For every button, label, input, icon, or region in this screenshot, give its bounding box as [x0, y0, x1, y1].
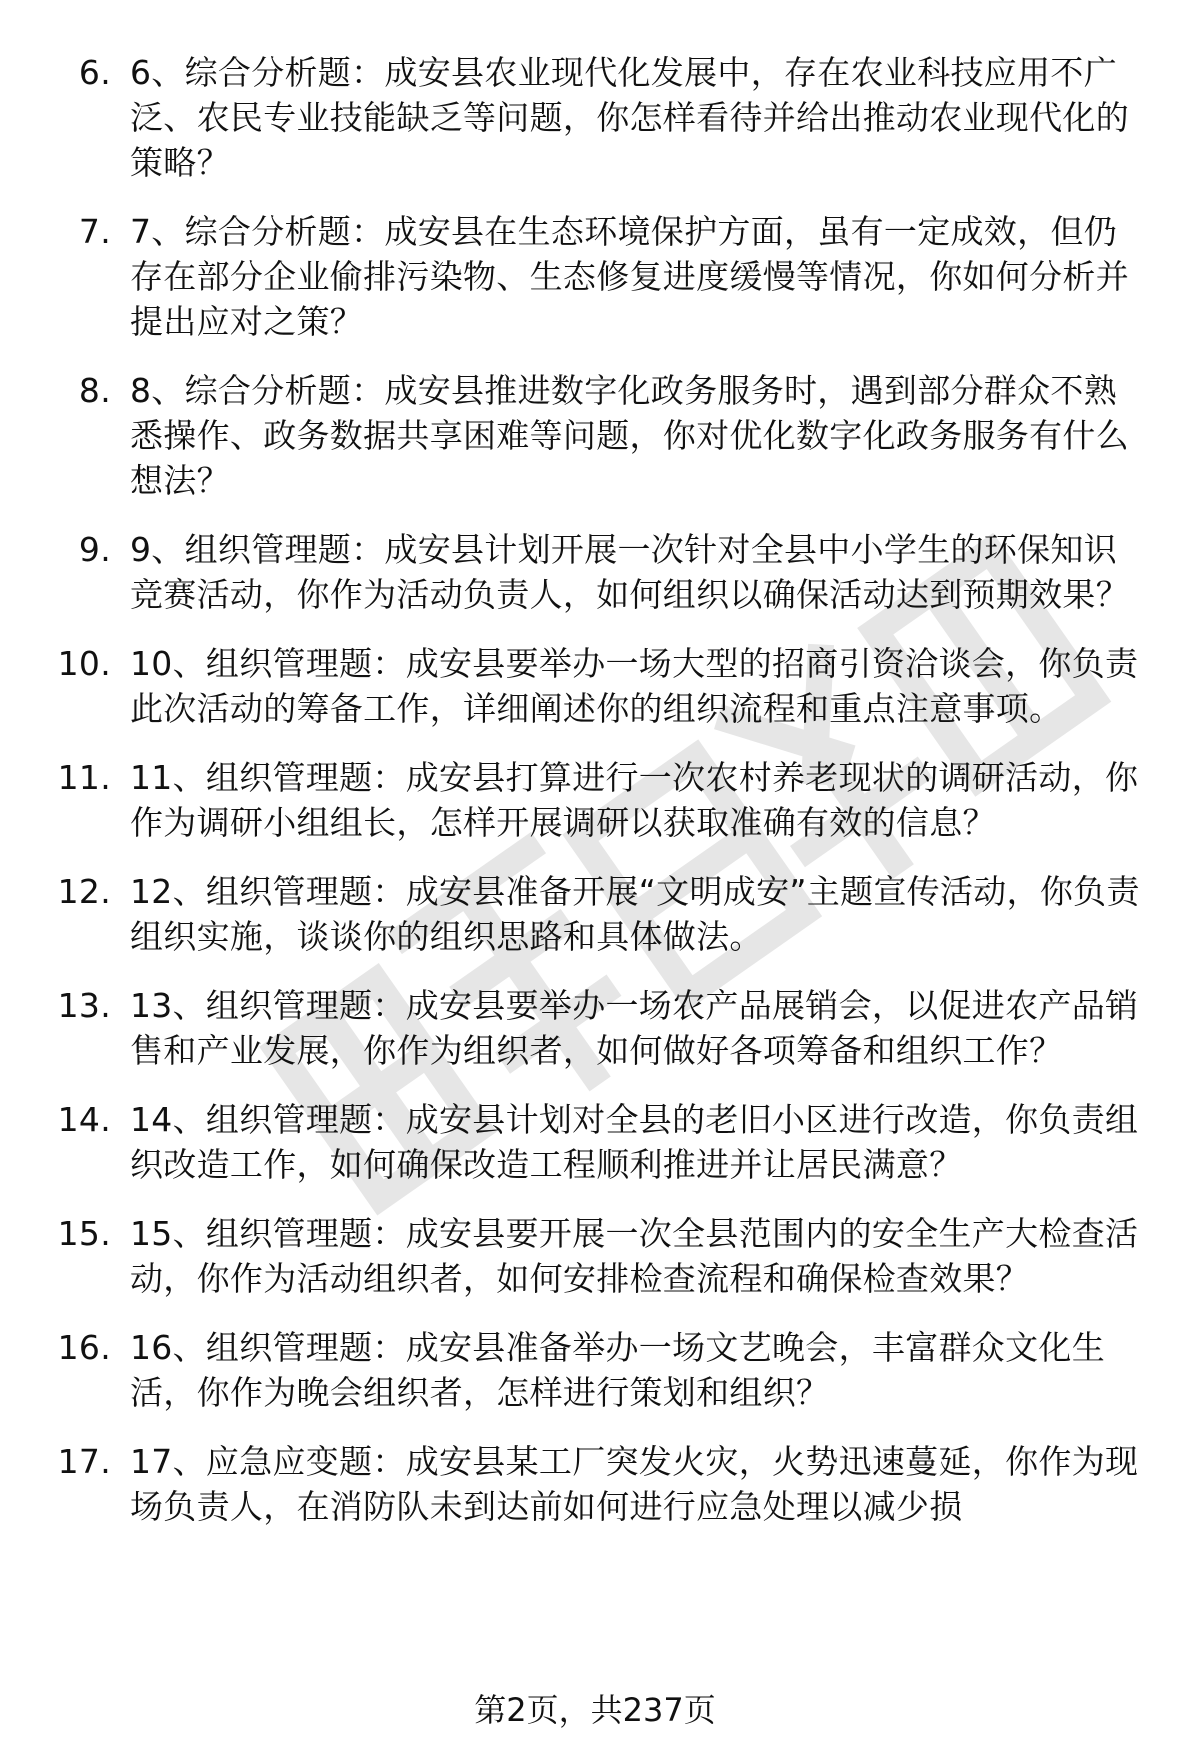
- question-item: [0, 50, 1190, 185]
- question-number: 6.: [78, 53, 111, 92]
- question-number: 12.: [57, 872, 111, 911]
- question-item: [0, 209, 1190, 344]
- question-text: 10、组织管理题：成安县要举办一场大型的招商引资洽谈会，你负责此次活动的筹备工作，详细阐述你的组织流程和重点注意事项。: [130, 644, 1139, 728]
- question-item: [0, 1325, 1190, 1415]
- question-item: [0, 527, 1190, 617]
- question-item: [0, 983, 1190, 1073]
- question-text: 16、组织管理题：成安县准备举办一场文艺晚会，丰富群众文化生活，你作为晚会组织者，怎样进行策划和组织？: [130, 1328, 1105, 1412]
- question-number: 17.: [57, 1442, 111, 1481]
- question-text: 6、综合分析题：成安县农业现代化发展中，存在农业科技应用不广泛、农民专业技能缺乏等问题，你怎样看待并给出推动农业现代化的策略？: [130, 53, 1129, 182]
- question-number: 14.: [57, 1100, 111, 1139]
- question-item: [0, 368, 1190, 503]
- question-text: 9、组织管理题：成安县计划开展一次针对全县中小学生的环保知识竞赛活动，你作为活动负责人，如何组织以确保活动达到预期效果？: [130, 530, 1129, 614]
- question-text: 15、组织管理题：成安县要开展一次全县范围内的安全生产大检查活动，你作为活动组织者，如何安排检查流程和确保检查效果？: [130, 1214, 1139, 1298]
- question-item: [0, 641, 1190, 731]
- question-item: [0, 1211, 1190, 1301]
- question-text: 11、组织管理题：成安县打算进行一次农村养老现状的调研活动，你作为调研小组组长，怎样开展调研以获取准确有效的信息？: [130, 758, 1139, 842]
- question-number: 16.: [57, 1328, 111, 1367]
- question-number: 7.: [78, 212, 111, 251]
- question-text: 7、综合分析题：成安县在生态环境保护方面，虽有一定成效，但仍存在部分企业偷排污染物、生态修复进度缓慢等情况，你如何分析并提出应对之策？: [130, 212, 1129, 341]
- question-number: 8.: [78, 371, 111, 410]
- question-number: 9.: [78, 530, 111, 569]
- question-item: [0, 1439, 1190, 1529]
- question-number: 10.: [57, 644, 111, 683]
- question-number: 15.: [57, 1214, 111, 1253]
- question-text: 8、综合分析题：成安县推进数字化政务服务时，遇到部分群众不熟悉操作、政务数据共享困难等问题，你对优化数字化政务服务有什么想法？: [130, 371, 1129, 500]
- question-text: 14、组织管理题：成安县计划对全县的老旧小区进行改造，你负责组织改造工作，如何确保改造工程顺利推进并让居民满意？: [130, 1100, 1139, 1184]
- question-item: [0, 755, 1190, 845]
- question-item: [0, 1097, 1190, 1187]
- question-item: [0, 869, 1190, 959]
- question-text: 12、组织管理题：成安县准备开展“文明成安”主题宣传活动，你负责组织实施，谈谈你的组织思路和具体做法。: [130, 872, 1140, 956]
- question-list: [0, 50, 1190, 1553]
- question-text: 17、应急应变题：成安县某工厂突发火灾，火势迅速蔓延，你作为现场负责人，在消防队未到达前如何进行应急处理以减少损: [130, 1442, 1139, 1526]
- question-number: 13.: [57, 986, 111, 1025]
- question-text: 13、组织管理题：成安县要举办一场农产品展销会，以促进农产品销售和产业发展，你作为组织者，如何做好各项筹备和组织工作？: [130, 986, 1139, 1070]
- question-number: 11.: [57, 758, 111, 797]
- page-footer: 第2页，共237页: [474, 1691, 716, 1729]
